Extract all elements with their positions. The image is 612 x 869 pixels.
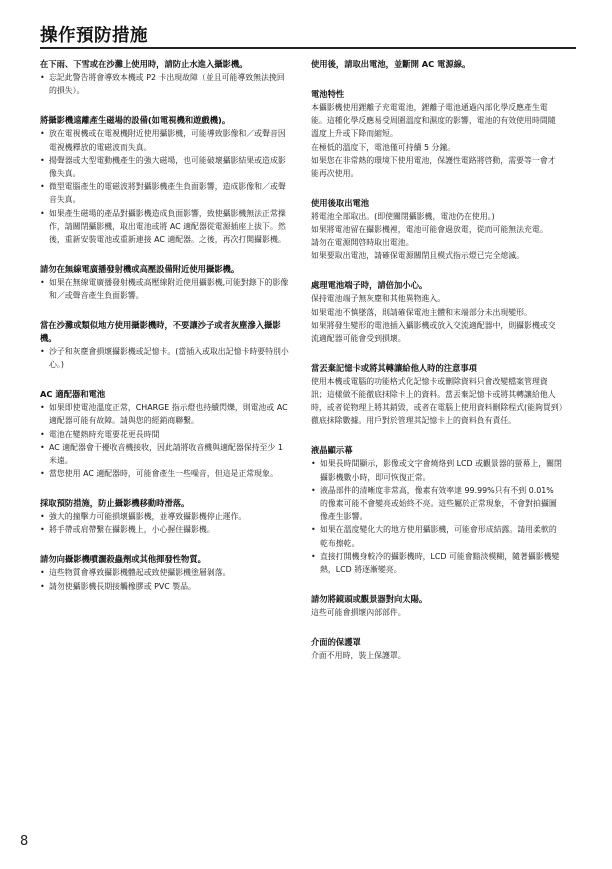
section-heading: 當丟棄記憶卡或將其轉讓給他人時的注意事項 <box>311 362 477 373</box>
bullet-item: • 這些物質會導致攝影機體起或致使攝影機塗層剝落。 <box>40 566 290 579</box>
section-paragraph: 如果要取出電池，請確保電源關閉且模式指示燈已完全熄滅。 <box>311 251 525 261</box>
bullet-list <box>311 457 563 576</box>
precaution-section <box>40 388 290 480</box>
left-column <box>40 58 290 609</box>
bullet-item: • 將手帶或肩帶繫在攝影機上，小心握住攝影機。 <box>40 523 290 536</box>
section-heading: 介面的保護罩 <box>311 636 361 647</box>
precaution-section <box>40 553 290 593</box>
bullet-list <box>40 401 290 480</box>
bullet-item: • 直接打開機身較冷的攝影機時，LCD 可能會黯淡模糊，隨著攝影機變熱，LCD 將逐漸變亮。 <box>311 550 563 576</box>
bullet-list <box>40 71 290 97</box>
section-paragraph: 如果將發生變形的電池插入攝影機或放入交流適配器中，則攝影機或交流適配器可能會受到損壞。 <box>311 320 556 343</box>
section-heading: 使用後取出電池 <box>311 197 370 208</box>
right-column <box>311 58 563 679</box>
bullet-list <box>40 510 290 536</box>
bullet-item: • 當您使用 AC 適配器時，可能會產生一些噪音，但這是正常現象。 <box>40 467 290 480</box>
section-heading: AC 適配器和電池 <box>40 389 106 400</box>
precaution-section <box>40 58 290 98</box>
precaution-section <box>40 114 290 246</box>
bullet-item: • 微型電腦產生的電磁波將對攝影機產生負面影響，造成影像和／或聲音失真。 <box>40 180 290 206</box>
section-heading: 在下雨、下雪或在沙灘上使用時，請防止水進入攝影機。 <box>40 59 248 69</box>
precaution-section <box>40 319 290 372</box>
bullet-list <box>40 566 290 592</box>
precaution-section <box>311 362 563 428</box>
bullet-item: • 如果即使電池溫度正常，CHARGE 指示燈也持續閃爍，則電池或 AC 適配器可能有故障。請與您的經銷商聯繫。 <box>40 401 290 427</box>
precaution-section <box>311 636 563 662</box>
precaution-section <box>311 58 563 71</box>
precaution-section <box>311 197 563 263</box>
section-paragraph: 如果將電池留在攝影機裡，電池可能會過放電，從而可能無法充電。 <box>311 225 548 235</box>
section-heading: 使用後，請取出電池，並斷開 AC 電源線。 <box>311 59 471 69</box>
bullet-list <box>40 276 290 302</box>
bullet-item: • 如果產生磁場的產品對攝影機造成負面影響，致使攝影機無法正常操作，請關閉攝影機，取出電池或將 AC 適配器從電源插座上拔下。然後，重新安裝電池或重新連接 AC 適配器。之後，再次打開攝影機。 <box>40 207 290 247</box>
section-paragraph: 介面不用時，裝上保護罩。 <box>311 650 406 660</box>
page-title: 操作預防措施 <box>40 26 148 46</box>
precaution-section <box>311 88 563 180</box>
section-heading: 當在沙灘或類似地方使用攝影機時，不要讓沙子或者灰塵滲入攝影機。 <box>40 319 281 343</box>
bullet-item: • AC 適配器會干擾收音機接收，因此請將收音機與適配器保持至少 1 米遠。 <box>40 441 290 467</box>
bullet-item: • 請勿使攝影機長期接觸橡膠或 PVC 製品。 <box>40 580 290 593</box>
precaution-section <box>40 497 290 537</box>
bullet-item: • 電池在變熱時充電要花更長時間 <box>40 428 290 441</box>
precaution-section <box>40 263 290 303</box>
section-heading: 液晶顯示幕 <box>311 445 353 456</box>
section-heading: 請勿將鏡頭或觀景器對向太陽。 <box>311 593 428 604</box>
section-paragraph: 本攝影機使用鋰離子充電電池，鋰離子電池通過內部化學反應產生電能。這種化學反應易受周圍溫度和濕度的影響，電池的有效使用時間隨溫度上升或下降而縮短。 <box>311 102 556 139</box>
section-paragraph: 如果電池不慎墜落，則請確保電池主體和末端部分未出現變形。 <box>311 307 532 317</box>
section-heading: 請勿向攝影機噴灑殺蟲劑或其他揮發性物質。 <box>40 554 206 565</box>
section-paragraph: 將電池全部取出。(即使關閉攝影機，電池仍在使用。) <box>311 211 495 221</box>
section-heading: 將攝影機遠離產生磁場的設備(如電視機和遊戲機)。 <box>40 115 231 126</box>
section-paragraph: 保持電池端子無灰塵和其他異物進入。 <box>311 294 446 304</box>
precaution-section <box>311 444 563 576</box>
bullet-list <box>40 345 290 371</box>
bullet-item: • 忘記此警告將會導致本機或 P2 卡出現故障（並且可能導致無法挽回的損失）。 <box>40 71 290 97</box>
bullet-item: • 放在電視機或在電視機附近使用攝影機，可能導致影像和／或聲音因電視機釋放的電磁波而失真。 <box>40 127 290 153</box>
title-divider <box>40 47 576 49</box>
bullet-item: • 沙子和灰塵會損壞攝影機或記憶卡。(當插入或取出記憶卡時要特別小心。) <box>40 345 290 371</box>
bullet-item: • 強大的撞擊力可能損壞攝影機，並導致攝影機停止運作。 <box>40 510 290 523</box>
bullet-list <box>40 127 290 246</box>
bullet-item: • 如果長時間顯示，影像或文字會燒烙到 LCD 或觀景器的螢幕上，關閉攝影機數小時，即可恢復正常。 <box>311 457 563 483</box>
page-number: 8 <box>20 834 29 849</box>
section-paragraph: 如果您在非常熱的環境下使用電池，保護性電路將啓動，需要等一會才能再次使用。 <box>311 155 556 178</box>
bullet-item: • 如果在溫度變化大的地方使用攝影機，可能會形成結露。請用柔軟的乾布擦乾。 <box>311 523 563 549</box>
section-heading: 採取預防措施，防止攝影機移動時滑落。 <box>40 497 190 508</box>
section-paragraph: 使用本機或電腦的功能格式化記憶卡或刪除資料只會改變檔案管理資訊；這樣做不能徹底抹除卡上的資料。當丟棄記憶卡或將其轉讓給他人時，或者從物理上將其銷毀，或者在電腦上使用資料刪除程式(能夠買到）徹底抹除數據。用戶對於管理其記憶卡上的資料負有責任。 <box>311 376 563 426</box>
section-heading: 電池特性 <box>311 88 345 99</box>
precaution-section <box>311 593 563 619</box>
section-heading: 處理電池端子時，請倍加小心。 <box>311 280 428 291</box>
section-paragraph: 在極低的溫度下，電池僅可持續 5 分鐘。 <box>311 142 456 152</box>
bullet-item: • 揚聲器或大型電動機產生的強大磁場，也可能破壞攝影結果或造成影像失真。 <box>40 154 290 180</box>
bullet-item: • 如果在無線電廣播發射機或高壓線附近使用攝影機,可能對錄下的影像和／或聲音產生負面影響。 <box>40 276 290 302</box>
section-paragraph: 請勿在電源開啓時取出電池。 <box>311 238 414 248</box>
precaution-section <box>311 279 563 345</box>
bullet-item: • 液晶部件的清晰度非常高，像素有效率達 99.99%只有不到 0.01% 的像素可能不會變亮或始終不亮。這些屬於正常現象，不會對拍攝圖像產生影響。 <box>311 484 563 524</box>
section-paragraph: 這些可能會損壞內部部件。 <box>311 607 406 617</box>
section-heading: 請勿在無線電廣播發射機或高壓設備附近使用攝影機。 <box>40 263 240 274</box>
